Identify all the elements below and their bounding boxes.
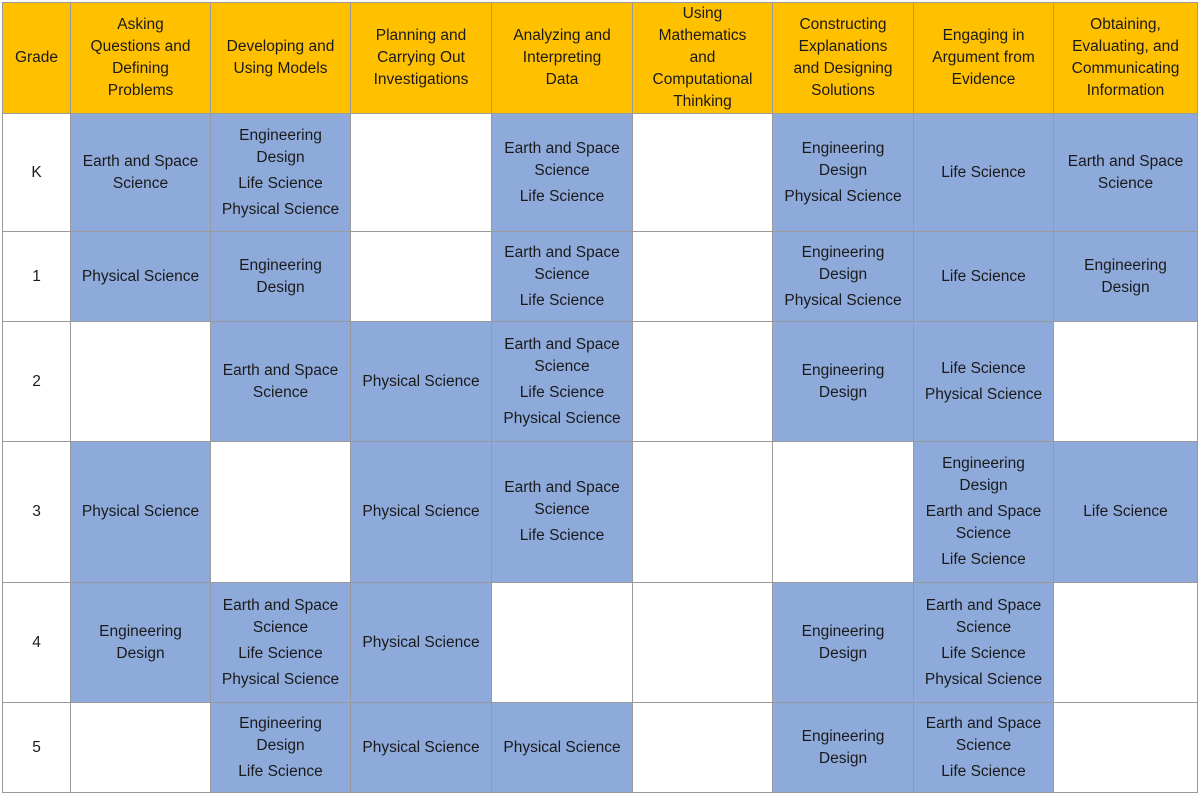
header-line: and Designing	[793, 60, 893, 77]
discipline-line: Earth and Space	[504, 139, 620, 157]
practice-cell	[914, 703, 1054, 793]
discipline-line: Physical Science	[784, 291, 902, 309]
table-row	[3, 442, 1198, 583]
grade-cell: K	[3, 114, 71, 232]
discipline-line: Design	[1101, 278, 1150, 296]
discipline-line: Science	[955, 525, 1012, 542]
header-line: Asking	[117, 16, 164, 33]
empty-cell	[351, 114, 492, 232]
discipline-line: Engineering	[801, 243, 885, 261]
practice-cell	[211, 322, 351, 442]
discipline-line: Physical Science	[362, 503, 480, 520]
discipline-line: Life Science	[238, 644, 323, 662]
discipline-line: Earth and Space	[925, 596, 1042, 614]
discipline-line: Engineering	[239, 126, 322, 144]
header-line: Information	[1086, 82, 1165, 99]
header-line: Evaluating, and	[1072, 38, 1179, 55]
discipline-entry	[215, 761, 346, 783]
practice-cell	[773, 703, 914, 793]
discipline-entry	[777, 242, 909, 286]
discipline-line: Life Science	[519, 527, 605, 544]
discipline-entry	[918, 501, 1049, 545]
discipline-line: Physical Science	[924, 670, 1043, 688]
header-line: Data	[545, 71, 579, 88]
discipline-line: Physical Science	[81, 267, 200, 285]
developing-models-header	[211, 3, 351, 114]
discipline-entry	[75, 151, 206, 195]
discipline-entry	[496, 242, 628, 286]
practice-cell	[211, 583, 351, 703]
empty-cell	[351, 232, 492, 322]
discipline-entry	[777, 726, 909, 770]
discipline-line: Life Science	[941, 644, 1026, 662]
practice-cell	[1054, 232, 1198, 322]
discipline-entry	[215, 595, 346, 639]
discipline-entry	[496, 334, 628, 378]
discipline-entry	[918, 358, 1049, 380]
discipline-line: Earth and Space	[925, 503, 1042, 520]
discipline-entry	[215, 669, 346, 691]
discipline-line: Design	[818, 265, 868, 283]
header-line: Communicating	[1071, 60, 1180, 77]
discipline-line: Physical Science	[362, 633, 480, 651]
discipline-entry	[918, 713, 1049, 757]
discipline-line: Physical Science	[503, 409, 621, 427]
practice-cell	[71, 442, 211, 583]
practice-cell	[773, 583, 914, 703]
grade-cell: 5	[3, 703, 71, 793]
discipline-entry	[215, 173, 346, 195]
practice-cell	[773, 232, 914, 322]
discipline-entry	[496, 408, 628, 430]
empty-cell	[1054, 703, 1198, 793]
empty-cell	[1054, 322, 1198, 442]
practice-cell	[492, 703, 633, 793]
empty-cell	[633, 322, 773, 442]
discipline-entry	[75, 266, 206, 288]
discipline-line: Life Science	[519, 187, 605, 205]
practice-cell	[351, 322, 492, 442]
discipline-line: Life Science	[941, 163, 1026, 181]
obtaining-information-header	[1054, 3, 1198, 114]
discipline-line: Design	[256, 148, 305, 166]
discipline-line: Design	[818, 749, 868, 767]
discipline-line: Physical Science	[784, 187, 902, 205]
discipline-line: Engineering	[801, 622, 885, 640]
discipline-line: Life Science	[941, 267, 1026, 285]
practice-cell	[914, 232, 1054, 322]
header-line: Engaging in	[942, 27, 1025, 44]
grade-cell: 1	[3, 232, 71, 322]
discipline-line: Design	[818, 161, 868, 179]
practice-cell	[71, 583, 211, 703]
header-line: Investigations	[373, 71, 469, 88]
discipline-entry	[918, 266, 1049, 288]
header-line: Questions and	[90, 38, 191, 55]
header-line: Thinking	[673, 93, 732, 110]
discipline-entry	[496, 525, 628, 547]
constructing-explanations-header	[773, 3, 914, 114]
table-header	[3, 3, 1198, 114]
discipline-entry	[75, 621, 206, 665]
discipline-entry	[777, 290, 909, 312]
engaging-argument-header	[914, 3, 1054, 114]
table-body	[3, 114, 1198, 793]
practice-cell	[1054, 442, 1198, 583]
discipline-entry	[918, 453, 1049, 497]
practice-cell	[211, 703, 351, 793]
empty-cell	[211, 442, 351, 583]
empty-cell	[633, 232, 773, 322]
planning-investigations-header	[351, 3, 492, 114]
empty-cell	[773, 442, 914, 583]
discipline-line: Life Science	[238, 174, 323, 192]
discipline-line: Engineering	[801, 139, 885, 157]
discipline-line: Physical Science	[221, 670, 340, 688]
practice-cell	[71, 232, 211, 322]
discipline-line: Engineering	[239, 256, 322, 274]
discipline-entry	[355, 632, 487, 654]
practice-cell	[1054, 114, 1198, 232]
discipline-line: Earth and Space	[82, 152, 199, 170]
analyzing-data-header	[492, 3, 633, 114]
discipline-entry	[918, 761, 1049, 783]
header-line: Defining	[112, 60, 169, 77]
asking-questions-header	[71, 3, 211, 114]
practice-cell	[211, 114, 351, 232]
discipline-line: Engineering	[239, 714, 322, 732]
discipline-entry	[496, 737, 628, 759]
practice-cell	[492, 442, 633, 583]
discipline-line: Science	[534, 161, 590, 179]
practice-cell	[492, 232, 633, 322]
table-row	[3, 114, 1198, 232]
discipline-line: Engineering	[801, 727, 885, 745]
header-line: Problems	[107, 82, 174, 99]
grade-cell: 4	[3, 583, 71, 703]
empty-cell	[633, 703, 773, 793]
using-mathematics-header	[633, 3, 773, 114]
discipline-line: Engineering	[99, 622, 182, 640]
practice-cell	[773, 322, 914, 442]
grade-header	[3, 3, 71, 114]
discipline-line: Science	[955, 618, 1012, 636]
empty-cell	[633, 114, 773, 232]
discipline-entry	[355, 371, 487, 393]
discipline-line: Physical Science	[362, 372, 480, 390]
empty-cell	[633, 442, 773, 583]
discipline-entry	[918, 669, 1049, 691]
discipline-line: Earth and Space	[504, 479, 620, 496]
discipline-entry	[215, 360, 346, 404]
header-line: Developing and	[226, 38, 335, 55]
discipline-entry	[496, 382, 628, 404]
header-line: Evidence	[951, 71, 1016, 88]
discipline-line: Science	[534, 265, 590, 283]
discipline-entry	[75, 501, 206, 523]
grade-cell: 3	[3, 442, 71, 583]
discipline-line: Life Science	[941, 359, 1026, 377]
discipline-entry	[496, 138, 628, 182]
discipline-line: Physical Science	[81, 503, 200, 520]
header-line: Constructing	[799, 16, 887, 33]
header-line: Argument from	[932, 49, 1035, 66]
header-line: and	[689, 49, 716, 66]
header-line: Mathematics	[658, 27, 747, 44]
discipline-entry	[777, 186, 909, 208]
discipline-line: Physical Science	[924, 385, 1043, 403]
practice-cell	[211, 232, 351, 322]
discipline-line: Design	[256, 278, 305, 296]
discipline-entry	[215, 713, 346, 757]
discipline-line: Science	[112, 174, 169, 192]
discipline-line: Life Science	[519, 291, 605, 309]
practices-table	[2, 2, 1198, 793]
empty-cell	[71, 703, 211, 793]
discipline-line: Engineering	[942, 455, 1025, 472]
discipline-line: Science	[955, 736, 1012, 754]
header-line: Carrying Out	[377, 49, 465, 66]
practice-cell	[71, 114, 211, 232]
discipline-entry	[215, 255, 346, 299]
practice-cell	[351, 442, 492, 583]
discipline-line: Physical Science	[221, 200, 340, 218]
discipline-line: Engineering	[1084, 256, 1167, 274]
discipline-entry	[777, 621, 909, 665]
discipline-line: Life Science	[1083, 503, 1168, 520]
discipline-entry	[777, 138, 909, 182]
practice-cell	[492, 322, 633, 442]
header-line: Using	[682, 5, 723, 22]
discipline-line: Earth and Space	[1067, 152, 1184, 170]
header-line: Computational	[652, 71, 753, 88]
header-row	[3, 3, 1198, 114]
discipline-entry	[918, 162, 1049, 184]
practice-cell	[492, 114, 633, 232]
grade-cell: 2	[3, 322, 71, 442]
discipline-entry	[1058, 151, 1193, 195]
discipline-entry	[496, 290, 628, 312]
discipline-line: Earth and Space	[504, 335, 620, 353]
discipline-line: Earth and Space	[222, 361, 339, 379]
discipline-line: Science	[252, 618, 309, 636]
practice-cell	[773, 114, 914, 232]
practice-cell	[914, 114, 1054, 232]
header-line: Grade	[14, 49, 59, 66]
discipline-line: Earth and Space	[925, 714, 1042, 732]
discipline-entry	[777, 360, 909, 404]
discipline-line: Science	[252, 383, 309, 401]
discipline-entry	[1058, 255, 1193, 299]
table-row	[3, 232, 1198, 322]
discipline-entry	[496, 477, 628, 521]
discipline-entry	[215, 125, 346, 169]
discipline-entry	[355, 737, 487, 759]
header-line: Solutions	[811, 82, 875, 99]
discipline-line: Earth and Space	[504, 243, 620, 261]
empty-cell	[1054, 583, 1198, 703]
header-line: Planning and	[375, 27, 467, 44]
practice-cell	[351, 703, 492, 793]
discipline-line: Earth and Space	[222, 596, 339, 614]
discipline-line: Science	[534, 501, 590, 518]
discipline-line: Science	[534, 357, 590, 375]
discipline-entry	[918, 549, 1049, 571]
header-line: Using Models	[233, 60, 328, 77]
practice-cell	[914, 583, 1054, 703]
discipline-entry	[496, 186, 628, 208]
header-line: Obtaining,	[1090, 16, 1161, 33]
discipline-line: Engineering	[801, 361, 885, 379]
discipline-entry	[918, 384, 1049, 406]
discipline-entry	[918, 643, 1049, 665]
discipline-line: Life Science	[941, 762, 1026, 780]
table-row	[3, 703, 1198, 793]
discipline-line: Life Science	[238, 762, 323, 780]
discipline-line: Life Science	[941, 551, 1026, 568]
practice-cell	[351, 583, 492, 703]
discipline-line: Science	[1097, 174, 1154, 192]
discipline-line: Design	[959, 477, 1008, 494]
discipline-line: Design	[116, 644, 165, 662]
header-line: Interpreting	[522, 49, 602, 66]
practice-cell	[914, 322, 1054, 442]
discipline-entry	[918, 595, 1049, 639]
table-row	[3, 322, 1198, 442]
empty-cell	[633, 583, 773, 703]
discipline-entry	[355, 501, 487, 523]
discipline-line: Design	[818, 383, 868, 401]
discipline-line: Life Science	[519, 383, 605, 401]
discipline-line: Design	[256, 736, 305, 754]
table-row	[3, 583, 1198, 703]
discipline-entry	[1058, 501, 1193, 523]
discipline-line: Design	[818, 644, 868, 662]
header-line: Analyzing and	[513, 27, 611, 44]
discipline-line: Physical Science	[503, 738, 621, 756]
header-line: Explanations	[798, 38, 888, 55]
empty-cell	[492, 583, 633, 703]
practice-cell	[914, 442, 1054, 583]
discipline-entry	[215, 643, 346, 665]
empty-cell	[71, 322, 211, 442]
discipline-entry	[215, 199, 346, 221]
discipline-line: Physical Science	[362, 738, 480, 756]
